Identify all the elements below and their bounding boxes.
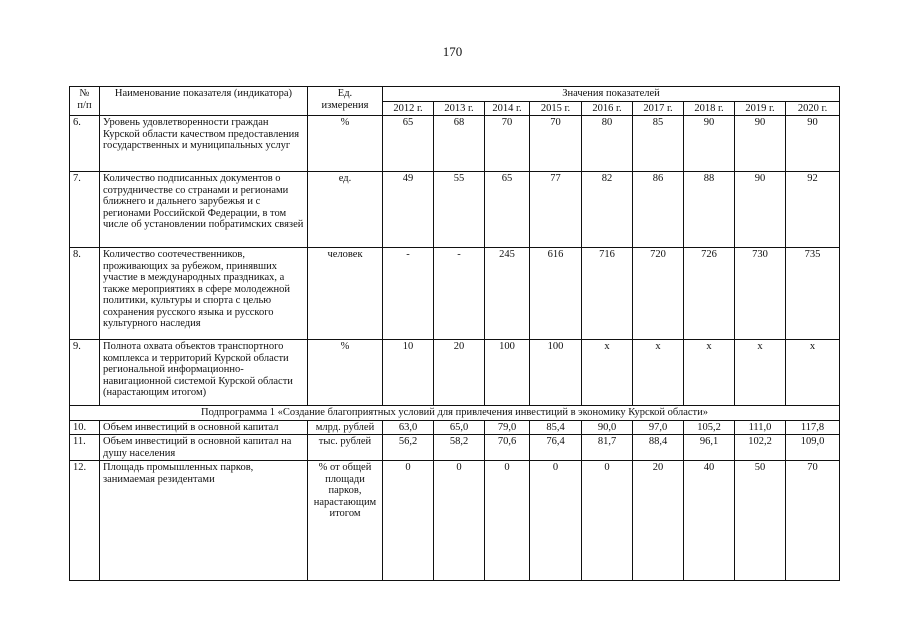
- value-cell: 68: [434, 116, 485, 172]
- value-cell: 97,0: [633, 420, 684, 435]
- value-cell: 76,4: [530, 435, 582, 461]
- indicator-name: Уровень удовлетворенности граждан Курской области качеством предоставления государственных и муниципальных услуг: [100, 116, 308, 172]
- row-number: 7.: [70, 172, 100, 248]
- value-cell: 716: [582, 248, 633, 340]
- value-cell: 109,0: [786, 435, 840, 461]
- header-year: 2014 г.: [485, 101, 530, 116]
- indicator-name: Объем инвестиций в основной капитал: [100, 420, 308, 435]
- value-cell: 82: [582, 172, 633, 248]
- value-cell: 10: [383, 340, 434, 406]
- value-cell: 20: [633, 461, 684, 581]
- value-cell: 49: [383, 172, 434, 248]
- value-cell: 735: [786, 248, 840, 340]
- value-cell: 111,0: [735, 420, 786, 435]
- value-cell: х: [582, 340, 633, 406]
- value-cell: х: [735, 340, 786, 406]
- table-row: [70, 435, 840, 461]
- header-unit: Ед. измерения: [308, 87, 383, 116]
- unit: млрд. рублей: [308, 420, 383, 435]
- value-cell: 105,2: [684, 420, 735, 435]
- indicator-name: Количество соотечественников, проживающих за рубежом, принявших участие в международных праздниках, а также мероприятиях в сфере молодежной политики, культуры и спорта с целью сохранения русского языка и русского культурного наследия: [100, 248, 308, 340]
- value-cell: 65: [383, 116, 434, 172]
- value-cell: 58,2: [434, 435, 485, 461]
- value-cell: 90: [786, 116, 840, 172]
- indicator-name: Объем инвестиций в основной капитал на душу населения: [100, 435, 308, 461]
- table-row: [70, 420, 840, 435]
- header-year: 2017 г.: [633, 101, 684, 116]
- value-cell: 70: [485, 116, 530, 172]
- value-cell: 616: [530, 248, 582, 340]
- table-row: [70, 248, 840, 340]
- indicator-name: Количество подписанных документов о сотрудничестве со странами и регионами ближнего и дальнего зарубежья и с регионами Российской Федерации, в том числе об установлении побратимских связей: [100, 172, 308, 248]
- row-number: 8.: [70, 248, 100, 340]
- value-cell: х: [786, 340, 840, 406]
- table-row: [70, 172, 840, 248]
- value-cell: 85: [633, 116, 684, 172]
- value-cell: 720: [633, 248, 684, 340]
- indicators-table: [69, 86, 840, 581]
- table-row: [70, 116, 840, 172]
- header-year: 2020 г.: [786, 101, 840, 116]
- value-cell: 80: [582, 116, 633, 172]
- value-cell: 65,0: [434, 420, 485, 435]
- value-cell: 0: [530, 461, 582, 581]
- row-number: 9.: [70, 340, 100, 406]
- page-number: 170: [442, 44, 463, 59]
- value-cell: 70: [786, 461, 840, 581]
- value-cell: 86: [633, 172, 684, 248]
- indicator-name: Площадь промышленных парков, занимаемая резидентами: [100, 461, 308, 581]
- header-year: 2013 г.: [434, 101, 485, 116]
- subprogram-title: Подпрограмма 1 «Создание благоприятных условий для привлечения инвестиций в экономику Курской области»: [70, 406, 840, 421]
- value-cell: 0: [485, 461, 530, 581]
- value-cell: 50: [735, 461, 786, 581]
- value-cell: 0: [434, 461, 485, 581]
- value-cell: 20: [434, 340, 485, 406]
- row-number: 10.: [70, 420, 100, 435]
- value-cell: 90: [735, 172, 786, 248]
- value-cell: 726: [684, 248, 735, 340]
- value-cell: 56,2: [383, 435, 434, 461]
- unit: % от общей площади парков, нарастающим итогом: [308, 461, 383, 581]
- unit: человек: [308, 248, 383, 340]
- value-cell: 90: [684, 116, 735, 172]
- unit: %: [308, 340, 383, 406]
- value-cell: х: [633, 340, 684, 406]
- header-year: 2012 г.: [383, 101, 434, 116]
- table-row: [70, 340, 840, 406]
- value-cell: 0: [383, 461, 434, 581]
- header-name: Наименование показателя (индикатора): [100, 87, 308, 116]
- row-number: 12.: [70, 461, 100, 581]
- indicator-name: Полнота охвата объектов транспортного комплекса и территорий Курской области региональной информационно-навигационной системой Курской области (нарастающим итогом): [100, 340, 308, 406]
- value-cell: 0: [582, 461, 633, 581]
- value-cell: 65: [485, 172, 530, 248]
- value-cell: 63,0: [383, 420, 434, 435]
- value-cell: 102,2: [735, 435, 786, 461]
- header-year: 2019 г.: [735, 101, 786, 116]
- value-cell: 79,0: [485, 420, 530, 435]
- value-cell: 92: [786, 172, 840, 248]
- value-cell: 90,0: [582, 420, 633, 435]
- header-year: 2015 г.: [530, 101, 582, 116]
- unit: %: [308, 116, 383, 172]
- value-cell: 730: [735, 248, 786, 340]
- value-cell: 245: [485, 248, 530, 340]
- value-cell: 70,6: [485, 435, 530, 461]
- header-year: 2018 г.: [684, 101, 735, 116]
- header-year: 2016 г.: [582, 101, 633, 116]
- value-cell: 70: [530, 116, 582, 172]
- header-values-group: Значения показателей: [383, 87, 840, 102]
- value-cell: 90: [735, 116, 786, 172]
- value-cell: х: [684, 340, 735, 406]
- value-cell: 55: [434, 172, 485, 248]
- value-cell: 100: [485, 340, 530, 406]
- value-cell: 88: [684, 172, 735, 248]
- value-cell: 96,1: [684, 435, 735, 461]
- value-cell: 88,4: [633, 435, 684, 461]
- value-cell: 81,7: [582, 435, 633, 461]
- unit: тыс. рублей: [308, 435, 383, 461]
- value-cell: 77: [530, 172, 582, 248]
- value-cell: 117,8: [786, 420, 840, 435]
- unit: ед.: [308, 172, 383, 248]
- value-cell: 100: [530, 340, 582, 406]
- value-cell: 40: [684, 461, 735, 581]
- header-num: № п/п: [70, 87, 100, 116]
- value-cell: -: [434, 248, 485, 340]
- row-number: 11.: [70, 435, 100, 461]
- row-number: 6.: [70, 116, 100, 172]
- subprogram-row: [70, 406, 840, 421]
- table-row: [70, 461, 840, 581]
- value-cell: 85,4: [530, 420, 582, 435]
- value-cell: -: [383, 248, 434, 340]
